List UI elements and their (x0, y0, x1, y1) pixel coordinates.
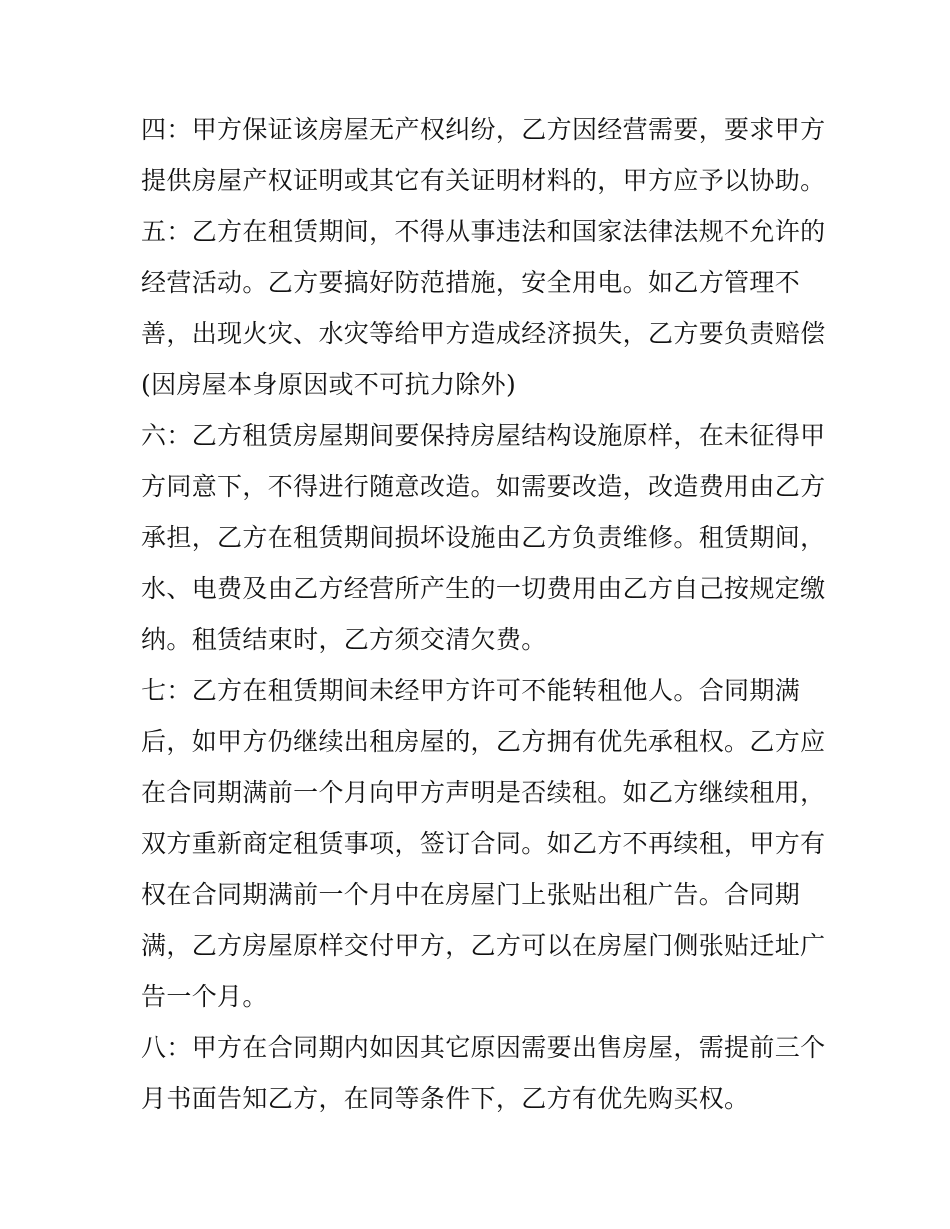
clause-7-line-4: 双方重新商定租赁事项，签订合同。如乙方不再续租，甲方有 (141, 829, 826, 858)
clause-8-line-1: 八：甲方在合同期内如因其它原因需要出售房屋，需提前三个 (141, 1033, 826, 1062)
clause-4-line-2: 提供房屋产权证明或其它有关证明材料的，甲方应予以协助。 (141, 166, 826, 195)
clause-5-line-4: (因房屋本身原因或不可抗力除外) (141, 370, 517, 399)
clause-4-line-1: 四：甲方保证该房屋无产权纠纷，乙方因经营需要，要求甲方 (141, 115, 826, 144)
clause-5-line-1: 五：乙方在租赁期间，不得从事违法和国家法律法规不允许的 (141, 217, 826, 246)
clause-7-line-6: 满，乙方房屋原样交付甲方，乙方可以在房屋门侧张贴迁址广 (141, 931, 826, 960)
clause-5-line-3: 善，出现火灾、水灾等给甲方造成经济损失，乙方要负责赔偿 (141, 319, 826, 348)
clause-6-line-1: 六：乙方租赁房屋期间要保持房屋结构设施原样，在未征得甲 (141, 421, 826, 450)
clause-6-line-4: 水、电费及由乙方经营所产生的一切费用由乙方自己按规定缴 (141, 574, 826, 603)
clause-6-line-3: 承担，乙方在租赁期间损坏设施由乙方负责维修。租赁期间， (141, 523, 826, 552)
clause-6-line-5: 纳。租赁结束时，乙方须交清欠费。 (141, 625, 547, 654)
clause-8-line-2: 月书面告知乙方，在同等条件下，乙方有优先购买权。 (141, 1084, 750, 1113)
clause-7-line-3: 在合同期满前一个月向甲方声明是否续租。如乙方继续租用， (141, 778, 826, 807)
document-page (141, 104, 826, 1124)
clause-5-line-2: 经营活动。乙方要搞好防范措施，安全用电。如乙方管理不 (141, 268, 801, 297)
clause-7-line-1: 七：乙方在租赁期间未经甲方许可不能转租他人。合同期满 (141, 676, 801, 705)
clause-6-line-2: 方同意下，不得进行随意改造。如需要改造，改造费用由乙方 (141, 472, 826, 501)
clause-7-line-5: 权在合同期满前一个月中在房屋门上张贴出租广告。合同期 (141, 880, 801, 909)
clause-7-line-7: 告一个月。 (141, 982, 268, 1011)
clause-7-line-2: 后，如甲方仍继续出租房屋的，乙方拥有优先承租权。乙方应 (141, 727, 826, 756)
